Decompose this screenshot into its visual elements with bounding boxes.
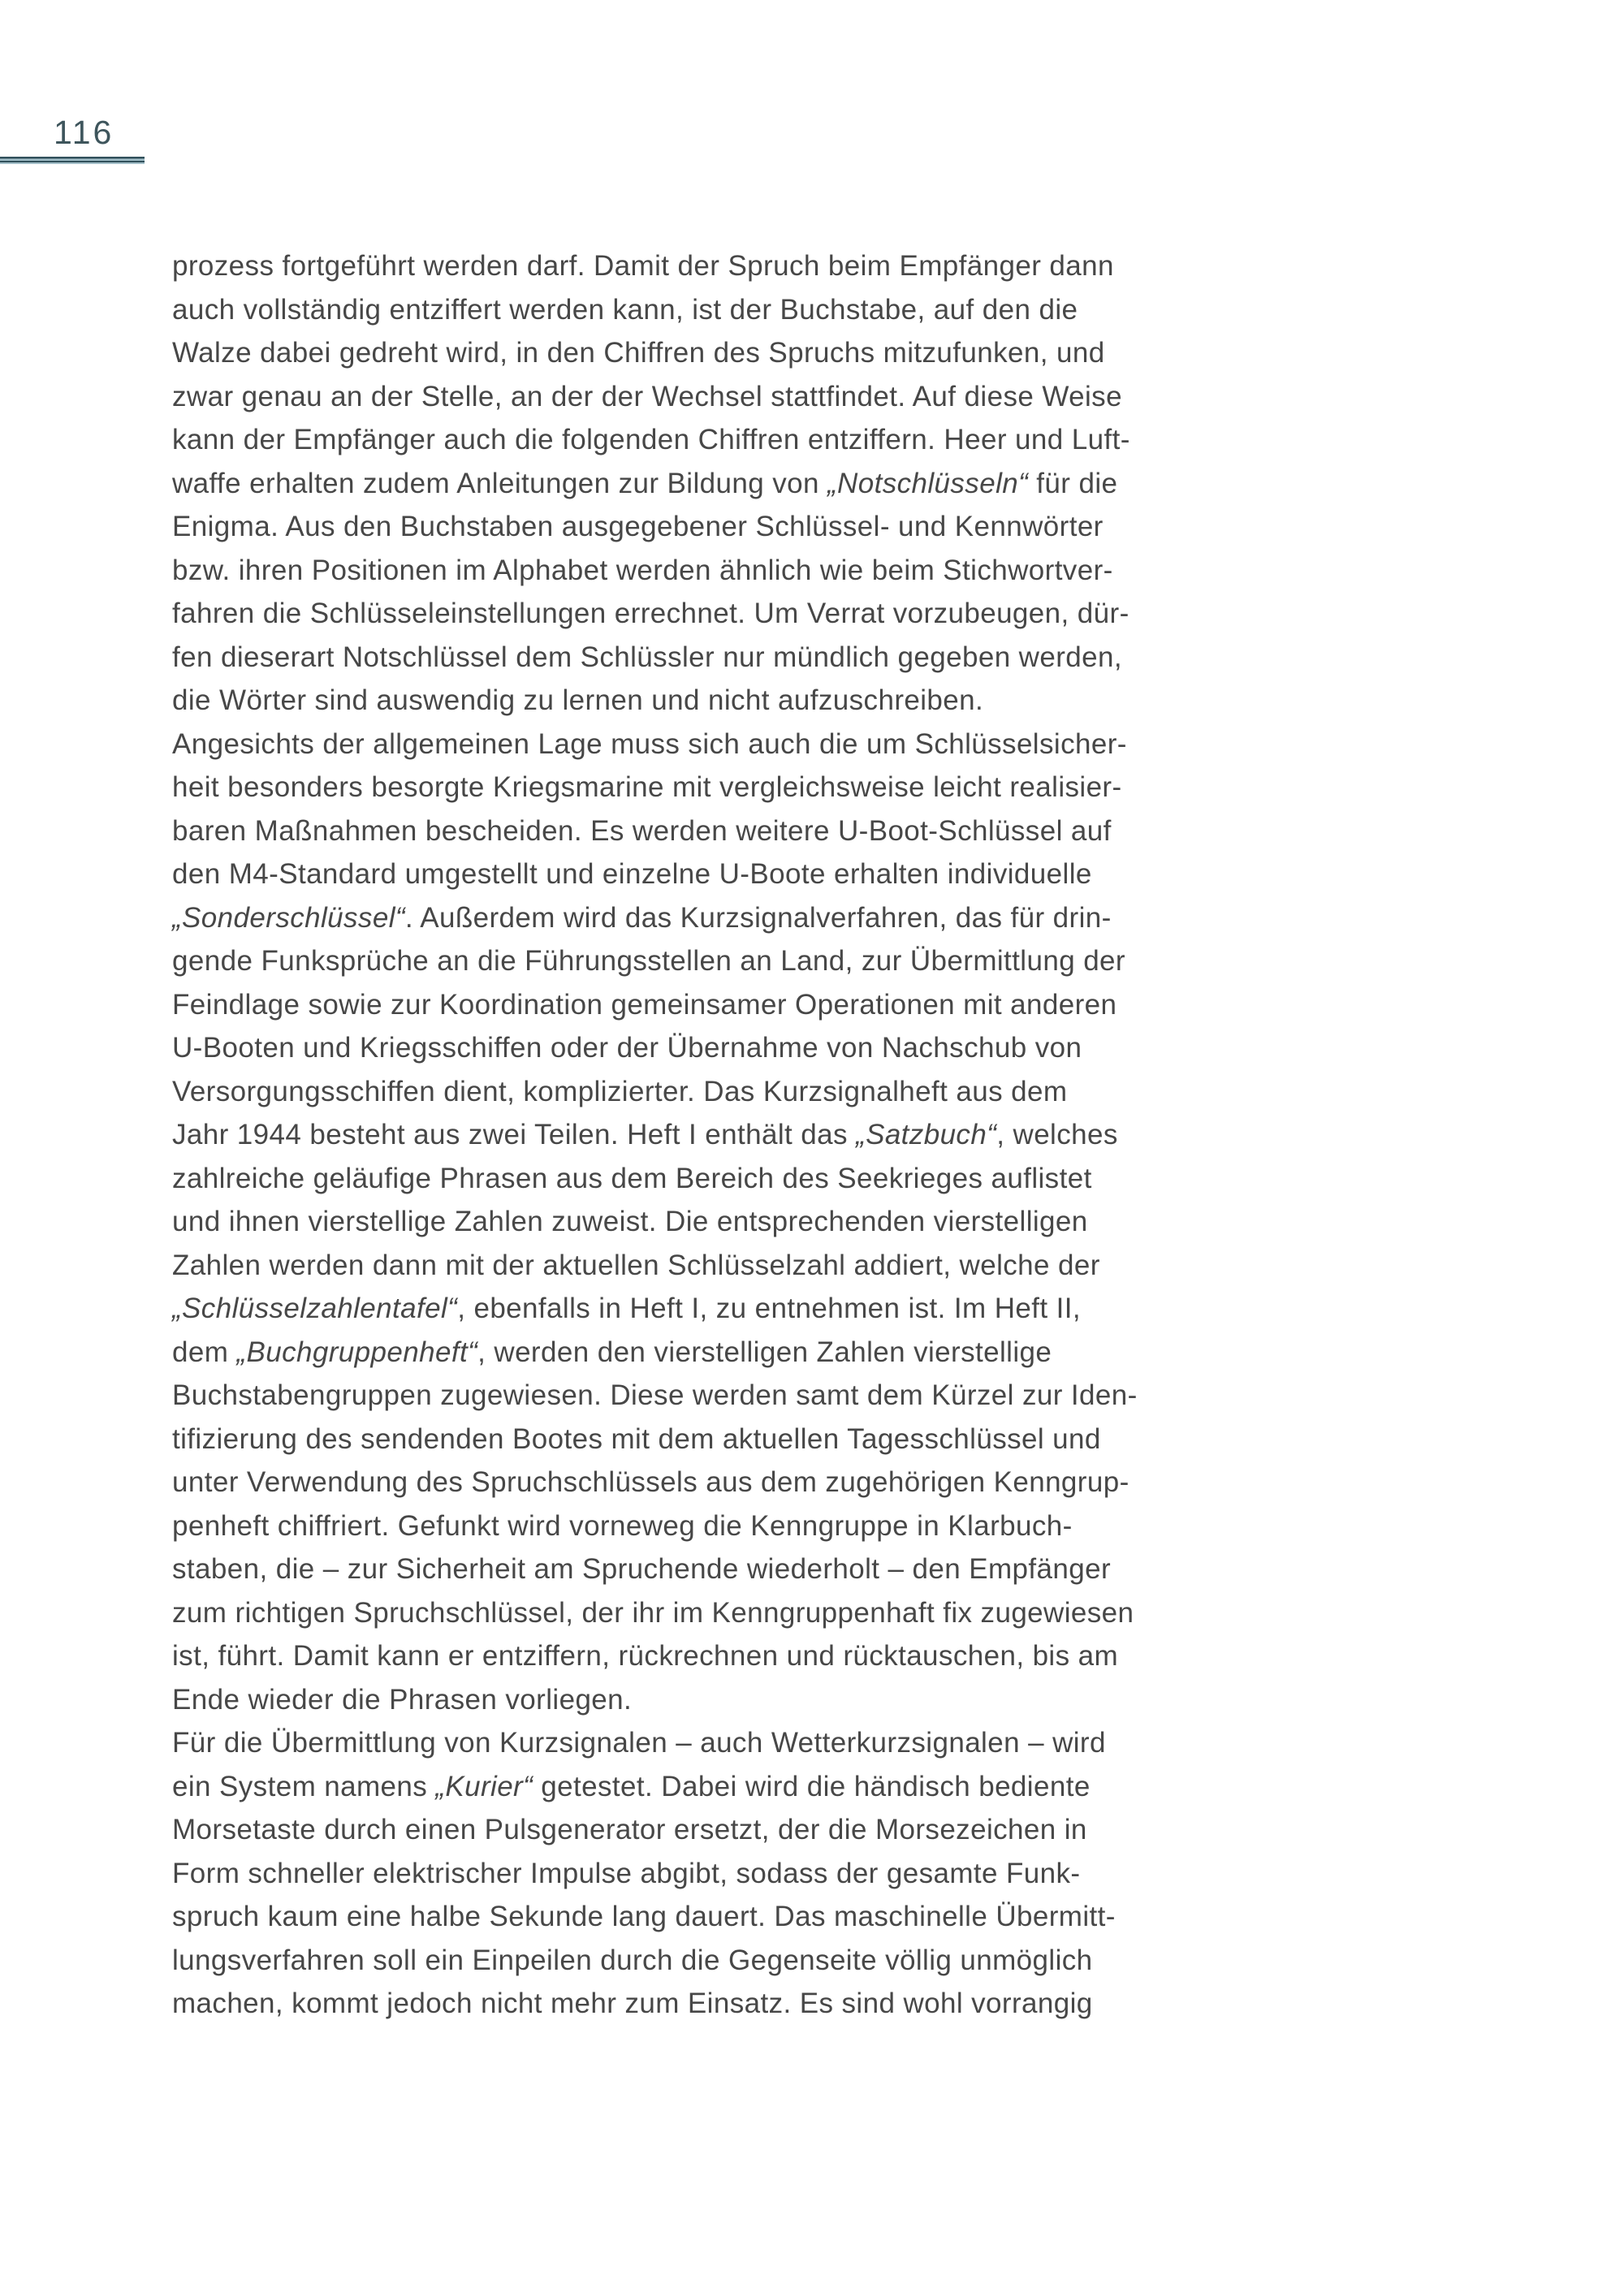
text-line xyxy=(172,1895,1309,1939)
text-segment: Form schneller elektrischer Impulse abgibt, sodass der gesamte Funk- xyxy=(172,1857,1081,1889)
text-segment: gende Funksprüche an die Führungsstellen an Land, zur Übermittlung der xyxy=(172,945,1125,977)
text-segment: zahlreiche geläufige Phrasen aus dem Bereich des Seekrieges auflistet xyxy=(172,1162,1092,1194)
text-line xyxy=(172,939,1309,983)
text-line xyxy=(172,1113,1309,1157)
quoted-term: „Kurier“ xyxy=(435,1770,533,1802)
text-segment: , welches xyxy=(996,1119,1118,1150)
text-segment: fen dieserart Notschlüssel dem Schlüssler nur mündlich gegeben werden, xyxy=(172,641,1122,673)
text-segment: Morsetaste durch einen Pulsgenerator ersetzt, der die Morsezeichen in xyxy=(172,1814,1087,1845)
text-segment: lungsverfahren soll ein Einpeilen durch die Gegenseite völlig unmöglich xyxy=(172,1944,1093,1976)
body-text xyxy=(172,244,1309,2026)
text-line xyxy=(172,1852,1309,1896)
page-number: 116 xyxy=(54,114,114,151)
text-segment: Versorgungsschiffen dient, komplizierter. Das Kurzsignalheft aus dem xyxy=(172,1075,1068,1107)
text-segment: ist, führt. Damit kann er entziffern, rückrechnen und rücktauschen, bis am xyxy=(172,1640,1119,1672)
text-segment: dem xyxy=(172,1336,237,1368)
text-line xyxy=(172,592,1309,636)
text-line xyxy=(172,375,1309,419)
text-line xyxy=(172,288,1309,332)
text-line xyxy=(172,679,1309,723)
text-line xyxy=(172,1591,1309,1635)
text-segment: und ihnen vierstellige Zahlen zuweist. Die entsprechenden vierstelligen xyxy=(172,1206,1088,1237)
text-segment: machen, kommt jedoch nicht mehr zum Einsatz. Es sind wohl vorrangig xyxy=(172,1988,1093,2019)
text-segment: getestet. Dabei wird die händisch bediente xyxy=(533,1770,1091,1802)
text-segment: unter Verwendung des Spruchschlüssels aus dem zugehörigen Kenngrup- xyxy=(172,1466,1129,1498)
header-double-rule xyxy=(0,157,145,164)
text-segment: waffe erhalten zudem Anleitungen zur Bildung von xyxy=(172,467,827,499)
text-line xyxy=(172,418,1309,462)
text-line xyxy=(172,1418,1309,1461)
text-line xyxy=(172,505,1309,549)
text-segment: prozess fortgeführt werden darf. Damit der Spruch beim Empfänger dann xyxy=(172,250,1114,282)
text-segment: , werden den vierstelligen Zahlen vierstellige xyxy=(477,1336,1052,1368)
text-segment: bzw. ihren Positionen im Alphabet werden ähnlich wie beim Stichwortver- xyxy=(172,554,1113,586)
text-segment: spruch kaum eine halbe Sekunde lang dauert. Das maschinelle Übermitt- xyxy=(172,1901,1116,1932)
text-segment: kann der Empfänger auch die folgenden Chiffren entziffern. Heer und Luft- xyxy=(172,424,1130,455)
text-segment: Für die Übermittlung von Kurzsignalen – auch Wetterkurzsignalen – wird xyxy=(172,1727,1106,1759)
text-line xyxy=(172,1634,1309,1678)
text-line xyxy=(172,1244,1309,1288)
text-line xyxy=(172,1721,1309,1765)
text-segment: den M4-Standard umgestellt und einzelne U-Boote erhalten individuelle xyxy=(172,858,1092,890)
text-segment: zwar genau an der Stelle, an der der Wechsel stattfindet. Auf diese Weise xyxy=(172,380,1122,412)
text-segment: tifizierung des sendenden Bootes mit dem aktuellen Tagesschlüssel und xyxy=(172,1422,1101,1455)
quoted-term: „Satzbuch“ xyxy=(856,1119,997,1150)
text-segment: Ende wieder die Phrasen vorliegen. xyxy=(172,1683,633,1716)
text-line xyxy=(172,1200,1309,1244)
text-line xyxy=(172,636,1309,680)
text-segment: Walze dabei gedreht wird, in den Chiffren des Spruchs mitzufunken, und xyxy=(172,337,1105,369)
text-line xyxy=(172,1070,1309,1114)
text-segment: staben, die – zur Sicherheit am Spruchende wiederholt – den Empfänger xyxy=(172,1553,1112,1585)
text-segment: für die xyxy=(1028,467,1118,499)
text-line xyxy=(172,1504,1309,1548)
quoted-term: „Buchgruppenheft“ xyxy=(236,1336,478,1368)
text-segment: ein System namens xyxy=(172,1770,436,1802)
text-segment: Enigma. Aus den Buchstaben ausgegebener Schlüssel- und Kennwörter xyxy=(172,511,1104,542)
text-segment: penheft chiffriert. Gefunkt wird vorneweg die Kenngruppe in Klarbuch- xyxy=(172,1509,1073,1542)
text-segment: U-Booten und Kriegsschiffen oder der Übernahme von Nachschub von xyxy=(172,1032,1082,1064)
text-line xyxy=(172,809,1309,853)
quoted-term: „Sonderschlüssel“ xyxy=(172,901,405,934)
quoted-term: „Notschlüsseln“ xyxy=(827,467,1029,499)
text-line xyxy=(172,766,1309,809)
text-line xyxy=(172,1678,1309,1722)
text-segment: Feindlage sowie zur Koordination gemeinsamer Operationen mit anderen xyxy=(172,988,1117,1021)
text-segment: , ebenfalls in Heft I, zu entnehmen ist. Im Heft II, xyxy=(457,1293,1082,1324)
text-line xyxy=(172,244,1309,288)
text-segment: zum richtigen Spruchschlüssel, der ihr im Kenngruppenhaft fix zugewiesen xyxy=(172,1596,1134,1629)
text-line xyxy=(172,1808,1309,1852)
text-segment: heit besonders besorgte Kriegsmarine mit vergleichsweise leicht realisier- xyxy=(172,771,1122,803)
text-line xyxy=(172,1026,1309,1070)
text-segment: Angesichts der allgemeinen Lage muss sich auch die um Schlüsselsicher- xyxy=(172,727,1127,760)
text-line xyxy=(172,1157,1309,1201)
text-line xyxy=(172,983,1309,1027)
text-line xyxy=(172,1374,1309,1418)
text-line xyxy=(172,462,1309,506)
text-segment: baren Maßnahmen bescheiden. Es werden weitere U-Boot-Schlüssel auf xyxy=(172,814,1112,847)
quoted-term: „Schlüsselzahlentafel“ xyxy=(172,1293,458,1324)
text-line xyxy=(172,1461,1309,1504)
text-line xyxy=(172,331,1309,375)
text-segment: Jahr 1944 besteht aus zwei Teilen. Heft I enthält das xyxy=(172,1119,857,1150)
text-line xyxy=(172,852,1309,896)
text-line xyxy=(172,1939,1309,1983)
text-line xyxy=(172,1547,1309,1591)
text-segment: auch vollständig entziffert werden kann, ist der Buchstabe, auf den die xyxy=(172,293,1078,326)
text-line xyxy=(172,1331,1309,1375)
text-line xyxy=(172,723,1309,766)
text-segment: die Wörter sind auswendig zu lernen und nicht aufzuschreiben. xyxy=(172,684,984,716)
text-line xyxy=(172,549,1309,593)
text-line xyxy=(172,1982,1309,2026)
text-segment: Buchstabengruppen zugewiesen. Diese werden samt dem Kürzel zur Iden- xyxy=(172,1379,1138,1411)
text-line xyxy=(172,1287,1309,1331)
text-line xyxy=(172,896,1309,940)
text-line xyxy=(172,1765,1309,1809)
text-segment: fahren die Schlüsseleinstellungen errechnet. Um Verrat vorzubeugen, dür- xyxy=(172,598,1129,629)
text-segment: . Außerdem wird das Kurzsignalverfahren, das für drin- xyxy=(404,901,1112,934)
text-segment: Zahlen werden dann mit der aktuellen Schlüsselzahl addiert, welche der xyxy=(172,1249,1100,1281)
